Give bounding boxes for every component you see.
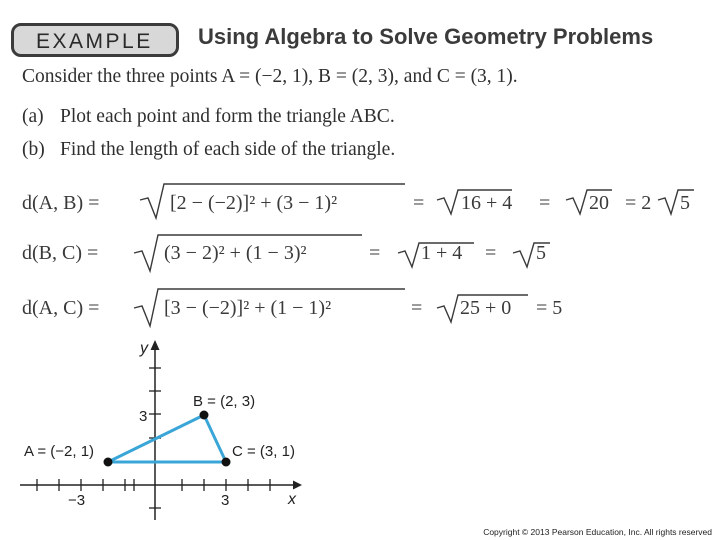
eq-ac-radicand-2: 25 + 0 (460, 297, 512, 319)
eq-ab-equals-2: = (413, 192, 425, 214)
eq-ab-equals-3: = (539, 192, 551, 214)
eq-bc-lhs: d(B, C) = (22, 242, 99, 264)
x-tick-label-3: 3 (221, 492, 230, 509)
eq-bc-radicand-2: 1 + 4 (421, 242, 463, 264)
axis-ticks (37, 368, 270, 508)
eq-ac-radicand: [3 − (−2)]² + (1 − 1)² (164, 297, 332, 319)
radical-sign-ac-1 (134, 289, 405, 326)
eq-ab-equals-4: = 2 (625, 192, 652, 214)
x-tick-label-neg3: −3 (68, 492, 86, 509)
radical-sign-ab-3 (566, 190, 612, 214)
y-axis-label: y (140, 340, 148, 357)
eq-ab-radicand-2: 16 + 4 (461, 192, 513, 214)
side-bc (204, 415, 226, 462)
radical-sign-bc-2 (398, 243, 474, 267)
graph-axes (20, 345, 298, 520)
eq-bc-radicand-3: 5 (536, 242, 546, 264)
part-b-text: Find the length of each side of the triangle. (60, 139, 396, 160)
eq-ac-lhs: d(A, C) = (22, 297, 100, 319)
copyright-notice: Copyright © 2013 Pearson Education, Inc. All rights reserved (483, 527, 712, 537)
page-title: Using Algebra to Solve Geometry Problems (198, 24, 654, 49)
point-b (200, 411, 209, 420)
point-a-label: A = (−2, 1) (24, 443, 95, 460)
eq-ac-equals-2: = (411, 297, 423, 319)
eq-bc-equals-2: = (369, 242, 381, 264)
eq-ab-radicand-3: 20 (589, 192, 609, 214)
point-a (104, 458, 113, 467)
eq-ab-radicand: [2 − (−2)]² + (3 − 1)² (170, 192, 338, 214)
radical-sign-ab-4 (658, 190, 694, 214)
x-axis-label: x (288, 491, 296, 508)
eq-bc-radicand: (3 − 2)² + (1 − 3)² (164, 242, 307, 264)
radical-sign-ab-1 (140, 184, 405, 218)
part-a-text: Plot each point and form the triangle ABC. (60, 106, 395, 127)
part-b-label: (b) (22, 139, 45, 160)
point-c-label: C = (3, 1) (232, 443, 295, 460)
side-ab (108, 415, 204, 462)
radical-sign-bc-3 (513, 243, 550, 267)
point-b-label: B = (2, 3) (193, 393, 256, 410)
radical-sign-ac-2 (437, 295, 528, 322)
part-a-label: (a) (22, 106, 44, 127)
eq-bc-equals-3: = (485, 242, 497, 264)
y-axis-arrow (151, 340, 160, 350)
x-axis-arrow (293, 481, 302, 490)
radical-sign-bc-1 (134, 235, 362, 271)
problem-statement: Consider the three points A = (−2, 1), B = (2, 3), and C = (3, 1). (22, 66, 518, 87)
radical-signs (134, 184, 694, 326)
triangle-abc (108, 415, 226, 462)
eq-ab-radicand-4: 5 (680, 192, 690, 214)
point-c (222, 458, 231, 467)
eq-ab-lhs: d(A, B) = (22, 192, 100, 214)
eq-ac-equals-3: = 5 (536, 297, 563, 319)
radical-sign-ab-2 (437, 190, 512, 214)
example-label: EXAMPLE (36, 30, 153, 53)
y-tick-label-3: 3 (139, 408, 148, 425)
